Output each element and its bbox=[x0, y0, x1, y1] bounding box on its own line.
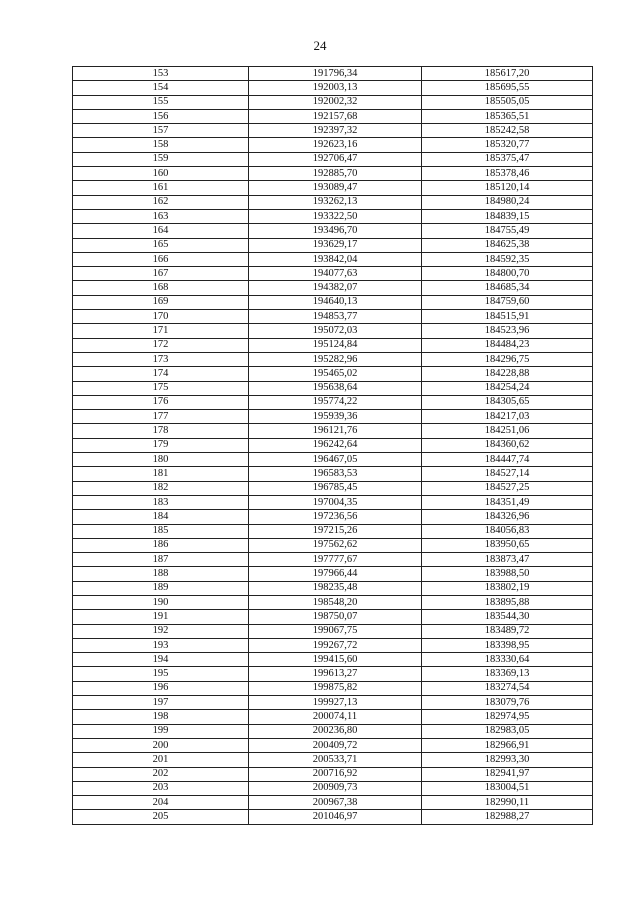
y-coordinate-cell: 184360,62 bbox=[422, 438, 593, 452]
x-coordinate-cell: 196785,45 bbox=[249, 481, 422, 495]
table-row bbox=[73, 181, 593, 195]
y-coordinate-cell: 184251,06 bbox=[422, 424, 593, 438]
y-coordinate-cell: 183079,76 bbox=[422, 696, 593, 710]
point-number-cell: 159 bbox=[73, 152, 249, 166]
table-row bbox=[73, 581, 593, 595]
x-coordinate-cell: 192706,47 bbox=[249, 152, 422, 166]
y-coordinate-cell: 183004,51 bbox=[422, 781, 593, 795]
x-coordinate-cell: 198548,20 bbox=[249, 595, 422, 609]
y-coordinate-cell: 183895,88 bbox=[422, 595, 593, 609]
y-coordinate-cell: 184759,60 bbox=[422, 295, 593, 309]
x-coordinate-cell: 195774,22 bbox=[249, 395, 422, 409]
x-coordinate-cell: 197562,62 bbox=[249, 538, 422, 552]
point-number-cell: 200 bbox=[73, 738, 249, 752]
table-row bbox=[73, 567, 593, 581]
table-row bbox=[73, 638, 593, 652]
table-row bbox=[73, 624, 593, 638]
x-coordinate-cell: 192397,32 bbox=[249, 124, 422, 138]
point-number-cell: 181 bbox=[73, 467, 249, 481]
table-row bbox=[73, 495, 593, 509]
y-coordinate-cell: 184527,25 bbox=[422, 481, 593, 495]
y-coordinate-cell: 184592,35 bbox=[422, 252, 593, 266]
table-row bbox=[73, 410, 593, 424]
table-row bbox=[73, 481, 593, 495]
point-number-cell: 154 bbox=[73, 81, 249, 95]
x-coordinate-cell: 195282,96 bbox=[249, 352, 422, 366]
table-row bbox=[73, 538, 593, 552]
y-coordinate-cell: 184217,03 bbox=[422, 410, 593, 424]
point-number-cell: 166 bbox=[73, 252, 249, 266]
table-row bbox=[73, 810, 593, 824]
point-number-cell: 161 bbox=[73, 181, 249, 195]
point-number-cell: 162 bbox=[73, 195, 249, 209]
x-coordinate-cell: 192885,70 bbox=[249, 167, 422, 181]
table-row bbox=[73, 653, 593, 667]
y-coordinate-cell: 183489,72 bbox=[422, 624, 593, 638]
point-number-cell: 176 bbox=[73, 395, 249, 409]
y-coordinate-cell: 182983,05 bbox=[422, 724, 593, 738]
x-coordinate-cell: 196242,64 bbox=[249, 438, 422, 452]
table-row bbox=[73, 267, 593, 281]
x-coordinate-cell: 193262,13 bbox=[249, 195, 422, 209]
x-coordinate-cell: 200533,71 bbox=[249, 753, 422, 767]
x-coordinate-cell: 194853,77 bbox=[249, 310, 422, 324]
point-number-cell: 153 bbox=[73, 67, 249, 81]
point-number-cell: 171 bbox=[73, 324, 249, 338]
point-number-cell: 195 bbox=[73, 667, 249, 681]
y-coordinate-cell: 183369,13 bbox=[422, 667, 593, 681]
point-number-cell: 184 bbox=[73, 510, 249, 524]
point-number-cell: 196 bbox=[73, 681, 249, 695]
table-row bbox=[73, 738, 593, 752]
point-number-cell: 183 bbox=[73, 495, 249, 509]
y-coordinate-cell: 184527,14 bbox=[422, 467, 593, 481]
x-coordinate-cell: 197004,35 bbox=[249, 495, 422, 509]
table-row bbox=[73, 95, 593, 109]
table-row bbox=[73, 67, 593, 81]
point-number-cell: 179 bbox=[73, 438, 249, 452]
table-row bbox=[73, 109, 593, 123]
point-number-cell: 170 bbox=[73, 310, 249, 324]
y-coordinate-cell: 184685,34 bbox=[422, 281, 593, 295]
point-number-cell: 173 bbox=[73, 352, 249, 366]
y-coordinate-cell: 185617,20 bbox=[422, 67, 593, 81]
point-number-cell: 186 bbox=[73, 538, 249, 552]
table-row bbox=[73, 324, 593, 338]
x-coordinate-cell: 195124,84 bbox=[249, 338, 422, 352]
point-number-cell: 158 bbox=[73, 138, 249, 152]
y-coordinate-cell: 184523,96 bbox=[422, 324, 593, 338]
x-coordinate-cell: 200716,92 bbox=[249, 767, 422, 781]
table-row bbox=[73, 781, 593, 795]
y-coordinate-cell: 182974,95 bbox=[422, 710, 593, 724]
point-number-cell: 191 bbox=[73, 610, 249, 624]
y-coordinate-cell: 185375,47 bbox=[422, 152, 593, 166]
y-coordinate-cell: 182988,27 bbox=[422, 810, 593, 824]
table-row bbox=[73, 209, 593, 223]
x-coordinate-cell: 199067,75 bbox=[249, 624, 422, 638]
y-coordinate-cell: 182941,97 bbox=[422, 767, 593, 781]
y-coordinate-cell: 185378,46 bbox=[422, 167, 593, 181]
y-coordinate-cell: 182993,30 bbox=[422, 753, 593, 767]
y-coordinate-cell: 184980,24 bbox=[422, 195, 593, 209]
table-row bbox=[73, 424, 593, 438]
table-row bbox=[73, 152, 593, 166]
x-coordinate-cell: 195465,02 bbox=[249, 367, 422, 381]
point-number-cell: 177 bbox=[73, 410, 249, 424]
x-coordinate-cell: 197777,67 bbox=[249, 553, 422, 567]
point-number-cell: 204 bbox=[73, 796, 249, 810]
point-number-cell: 197 bbox=[73, 696, 249, 710]
coordinates-table bbox=[72, 66, 593, 825]
table-row bbox=[73, 281, 593, 295]
point-number-cell: 198 bbox=[73, 710, 249, 724]
point-number-cell: 192 bbox=[73, 624, 249, 638]
table-row bbox=[73, 395, 593, 409]
y-coordinate-cell: 184326,96 bbox=[422, 510, 593, 524]
table-row bbox=[73, 138, 593, 152]
x-coordinate-cell: 198235,48 bbox=[249, 581, 422, 595]
table-row bbox=[73, 310, 593, 324]
x-coordinate-cell: 196467,05 bbox=[249, 453, 422, 467]
x-coordinate-cell: 192002,32 bbox=[249, 95, 422, 109]
x-coordinate-cell: 198750,07 bbox=[249, 610, 422, 624]
x-coordinate-cell: 194640,13 bbox=[249, 295, 422, 309]
y-coordinate-cell: 185242,58 bbox=[422, 124, 593, 138]
table-row bbox=[73, 238, 593, 252]
y-coordinate-cell: 183873,47 bbox=[422, 553, 593, 567]
x-coordinate-cell: 197215,26 bbox=[249, 524, 422, 538]
table-row bbox=[73, 438, 593, 452]
x-coordinate-cell: 193496,70 bbox=[249, 224, 422, 238]
point-number-cell: 185 bbox=[73, 524, 249, 538]
table-row bbox=[73, 524, 593, 538]
y-coordinate-cell: 184800,70 bbox=[422, 267, 593, 281]
y-coordinate-cell: 183988,50 bbox=[422, 567, 593, 581]
point-number-cell: 203 bbox=[73, 781, 249, 795]
y-coordinate-cell: 184447,74 bbox=[422, 453, 593, 467]
point-number-cell: 175 bbox=[73, 381, 249, 395]
y-coordinate-cell: 184254,24 bbox=[422, 381, 593, 395]
point-number-cell: 178 bbox=[73, 424, 249, 438]
y-coordinate-cell: 184305,65 bbox=[422, 395, 593, 409]
y-coordinate-cell: 185365,51 bbox=[422, 109, 593, 123]
point-number-cell: 156 bbox=[73, 109, 249, 123]
y-coordinate-cell: 182966,91 bbox=[422, 738, 593, 752]
y-coordinate-cell: 183802,19 bbox=[422, 581, 593, 595]
point-number-cell: 164 bbox=[73, 224, 249, 238]
y-coordinate-cell: 184228,88 bbox=[422, 367, 593, 381]
x-coordinate-cell: 194077,63 bbox=[249, 267, 422, 281]
table-row bbox=[73, 367, 593, 381]
point-number-cell: 190 bbox=[73, 595, 249, 609]
x-coordinate-cell: 200236,80 bbox=[249, 724, 422, 738]
table-row bbox=[73, 667, 593, 681]
point-number-cell: 194 bbox=[73, 653, 249, 667]
y-coordinate-cell: 184625,38 bbox=[422, 238, 593, 252]
x-coordinate-cell: 200409,72 bbox=[249, 738, 422, 752]
point-number-cell: 155 bbox=[73, 95, 249, 109]
y-coordinate-cell: 185505,05 bbox=[422, 95, 593, 109]
x-coordinate-cell: 200909,73 bbox=[249, 781, 422, 795]
x-coordinate-cell: 201046,97 bbox=[249, 810, 422, 824]
y-coordinate-cell: 185695,55 bbox=[422, 81, 593, 95]
x-coordinate-cell: 194382,07 bbox=[249, 281, 422, 295]
y-coordinate-cell: 184755,49 bbox=[422, 224, 593, 238]
x-coordinate-cell: 197236,56 bbox=[249, 510, 422, 524]
point-number-cell: 189 bbox=[73, 581, 249, 595]
point-number-cell: 163 bbox=[73, 209, 249, 223]
table-row bbox=[73, 753, 593, 767]
y-coordinate-cell: 184839,15 bbox=[422, 209, 593, 223]
point-number-cell: 202 bbox=[73, 767, 249, 781]
table-row bbox=[73, 724, 593, 738]
y-coordinate-cell: 184351,49 bbox=[422, 495, 593, 509]
y-coordinate-cell: 185120,14 bbox=[422, 181, 593, 195]
point-number-cell: 187 bbox=[73, 553, 249, 567]
table-row bbox=[73, 681, 593, 695]
x-coordinate-cell: 193629,17 bbox=[249, 238, 422, 252]
point-number-cell: 172 bbox=[73, 338, 249, 352]
table-row bbox=[73, 796, 593, 810]
x-coordinate-cell: 199415,60 bbox=[249, 653, 422, 667]
x-coordinate-cell: 196121,76 bbox=[249, 424, 422, 438]
x-coordinate-cell: 195939,36 bbox=[249, 410, 422, 424]
table-row bbox=[73, 453, 593, 467]
x-coordinate-cell: 193089,47 bbox=[249, 181, 422, 195]
point-number-cell: 168 bbox=[73, 281, 249, 295]
point-number-cell: 169 bbox=[73, 295, 249, 309]
point-number-cell: 188 bbox=[73, 567, 249, 581]
table-row bbox=[73, 467, 593, 481]
x-coordinate-cell: 199875,82 bbox=[249, 681, 422, 695]
y-coordinate-cell: 184296,75 bbox=[422, 352, 593, 366]
y-coordinate-cell: 183950,65 bbox=[422, 538, 593, 552]
y-coordinate-cell: 183398,95 bbox=[422, 638, 593, 652]
x-coordinate-cell: 199613,27 bbox=[249, 667, 422, 681]
y-coordinate-cell: 184484,23 bbox=[422, 338, 593, 352]
y-coordinate-cell: 183544,30 bbox=[422, 610, 593, 624]
table-row bbox=[73, 553, 593, 567]
y-coordinate-cell: 183330,64 bbox=[422, 653, 593, 667]
x-coordinate-cell: 193322,50 bbox=[249, 209, 422, 223]
page-number: 24 bbox=[313, 38, 327, 53]
x-coordinate-cell: 196583,53 bbox=[249, 467, 422, 481]
table-row bbox=[73, 767, 593, 781]
table-row bbox=[73, 195, 593, 209]
point-number-cell: 165 bbox=[73, 238, 249, 252]
y-coordinate-cell: 185320,77 bbox=[422, 138, 593, 152]
x-coordinate-cell: 192623,16 bbox=[249, 138, 422, 152]
x-coordinate-cell: 200074,11 bbox=[249, 710, 422, 724]
x-coordinate-cell: 199267,72 bbox=[249, 638, 422, 652]
x-coordinate-cell: 195638,64 bbox=[249, 381, 422, 395]
point-number-cell: 167 bbox=[73, 267, 249, 281]
point-number-cell: 157 bbox=[73, 124, 249, 138]
table-row bbox=[73, 252, 593, 266]
x-coordinate-cell: 200967,38 bbox=[249, 796, 422, 810]
y-coordinate-cell: 184056,83 bbox=[422, 524, 593, 538]
table-row bbox=[73, 295, 593, 309]
table-row bbox=[73, 696, 593, 710]
point-number-cell: 199 bbox=[73, 724, 249, 738]
point-number-cell: 160 bbox=[73, 167, 249, 181]
table-row bbox=[73, 81, 593, 95]
point-number-cell: 180 bbox=[73, 453, 249, 467]
table-row bbox=[73, 381, 593, 395]
x-coordinate-cell: 192157,68 bbox=[249, 109, 422, 123]
table-row bbox=[73, 510, 593, 524]
point-number-cell: 201 bbox=[73, 753, 249, 767]
x-coordinate-cell: 195072,03 bbox=[249, 324, 422, 338]
x-coordinate-cell: 199927,13 bbox=[249, 696, 422, 710]
coordinates-table-body bbox=[73, 67, 593, 825]
x-coordinate-cell: 193842,04 bbox=[249, 252, 422, 266]
table-row bbox=[73, 352, 593, 366]
x-coordinate-cell: 192003,13 bbox=[249, 81, 422, 95]
point-number-cell: 182 bbox=[73, 481, 249, 495]
table-row bbox=[73, 610, 593, 624]
table-row bbox=[73, 338, 593, 352]
table-row bbox=[73, 595, 593, 609]
table-row bbox=[73, 124, 593, 138]
table-row bbox=[73, 224, 593, 238]
point-number-cell: 174 bbox=[73, 367, 249, 381]
x-coordinate-cell: 191796,34 bbox=[249, 67, 422, 81]
point-number-cell: 205 bbox=[73, 810, 249, 824]
y-coordinate-cell: 183274,54 bbox=[422, 681, 593, 695]
table-row bbox=[73, 167, 593, 181]
y-coordinate-cell: 182990,11 bbox=[422, 796, 593, 810]
x-coordinate-cell: 197966,44 bbox=[249, 567, 422, 581]
y-coordinate-cell: 184515,91 bbox=[422, 310, 593, 324]
table-row bbox=[73, 710, 593, 724]
point-number-cell: 193 bbox=[73, 638, 249, 652]
